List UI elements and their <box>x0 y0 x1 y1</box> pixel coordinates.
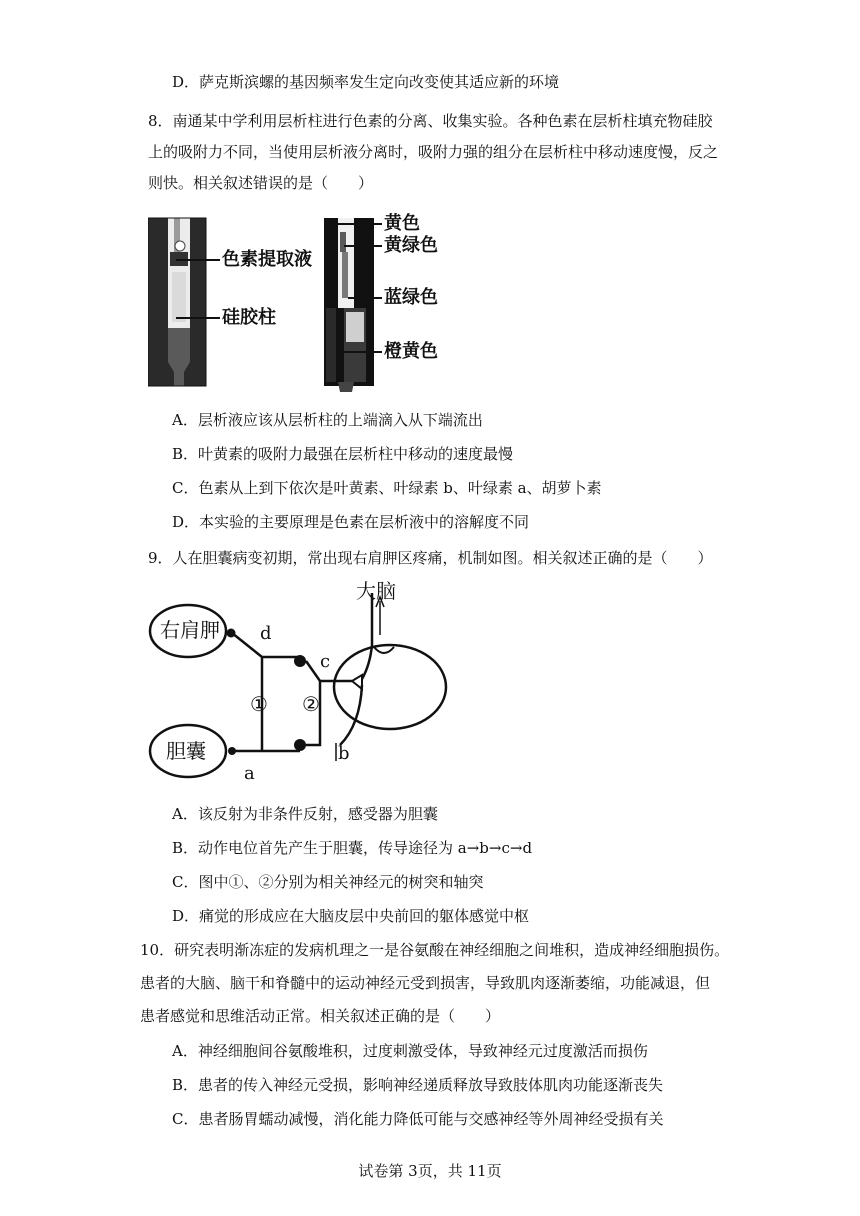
label-gallbladder: 胆囊 <box>166 739 206 763</box>
label-b: b <box>338 743 350 764</box>
label-circle-2: ② <box>302 692 320 716</box>
q9-option-a: A．该反射为非条件反射，感受器为胆囊 <box>172 805 438 823</box>
label-pigment-extract: 色素提取液 <box>222 249 312 270</box>
label-silica-column: 硅胶柱 <box>222 307 276 328</box>
q10-stem-line3: 患者感觉和思维活动正常。相关叙述正确的是（ ） <box>140 1007 501 1025</box>
q9-option-c: C．图中①、②分别为相关神经元的树突和轴突 <box>172 873 484 891</box>
q7-option-d: D．萨克斯滨螺的基因频率发生定向改变使其适应新的环境 <box>172 73 560 91</box>
q8-option-a: A．层析液应该从层析柱的上端滴入从下端流出 <box>172 411 483 429</box>
label-yellow-green: 黄绿色 <box>384 235 438 256</box>
q8-stem-line2: 上的吸附力不同，当使用层析液分离时，吸附力强的组分在层析柱中移动速度慢，反之 <box>148 143 719 161</box>
page-footer: 试卷第 3页，共 11页 <box>358 1162 502 1180</box>
q9-option-d: D．痛觉的形成应在大脑皮层中央前回的躯体感觉中枢 <box>172 907 530 925</box>
label-a: a <box>244 763 255 784</box>
label-d: d <box>260 623 272 644</box>
label-brain: 大脑 <box>356 579 396 603</box>
label-c: c <box>320 651 331 672</box>
q8-stem-line1: 8．南通某中学利用层析柱进行色素的分离、收集实验。各种色素在层析柱填充物硅胶 <box>148 112 713 130</box>
q9-option-b: B．动作电位首先产生于胆囊，传导途径为 a→b→c→d <box>172 839 533 857</box>
q10-stem-line1: 10．研究表明渐冻症的发病机理之一是谷氨酸在神经细胞之间堆积，造成神经细胞损伤。 <box>140 941 730 959</box>
q8-option-c: C．色素从上到下依次是叶黄素、叶绿素 b、叶绿素 a、胡萝卜素 <box>172 479 602 497</box>
q8-option-d: D．本实验的主要原理是色素在层析液中的溶解度不同 <box>172 513 530 531</box>
q10-option-c: C．患者肠胃蠕动减慢，消化能力降低可能与交感神经等外周神经受损有关 <box>172 1110 664 1128</box>
q10-stem-line2: 患者的大脑、脑干和脊髓中的运动神经元受到损害，导致肌肉逐渐萎缩，功能减退，但 <box>140 974 711 992</box>
q10-option-a: A．神经细胞间谷氨酸堆积，过度刺激受体，导致神经元过度激活而损伤 <box>172 1042 648 1060</box>
q8-stem-line3: 则快。相关叙述错误的是（ ） <box>148 174 374 192</box>
q8-option-b: B．叶黄素的吸附力最强在层析柱中移动的速度最慢 <box>172 445 514 463</box>
label-orange-yellow: 橙黄色 <box>384 341 438 362</box>
label-circle-1: ① <box>250 692 268 716</box>
q9-stem: 9．人在胆囊病变初期，常出现右肩胛区疼痛，机制如图。相关叙述正确的是（ ） <box>148 549 713 567</box>
label-yellow: 黄色 <box>384 213 420 234</box>
q10-option-b: B．患者的传入神经元受损，影响神经递质释放导致肢体肌肉功能逐渐丧失 <box>172 1076 664 1094</box>
label-blue-green: 蓝绿色 <box>384 287 438 308</box>
label-right-shoulder: 右肩胛 <box>160 618 220 642</box>
spinal-cord-ellipse <box>334 645 446 729</box>
